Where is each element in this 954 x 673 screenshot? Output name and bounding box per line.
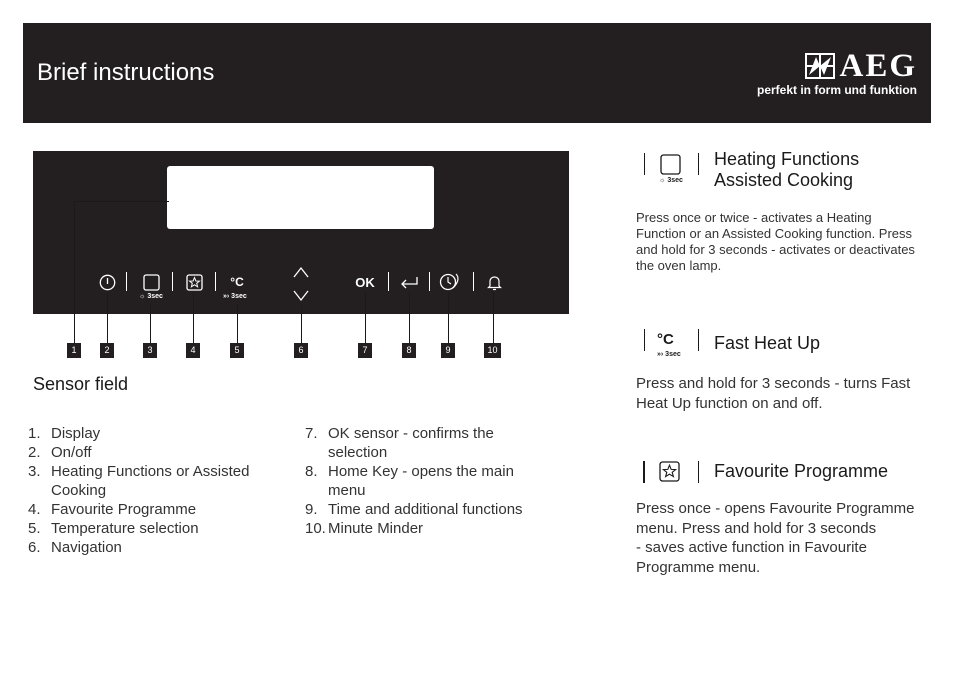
list-item: 8. Home Key - opens the main menu (305, 463, 514, 499)
callout-number: 5 (230, 343, 244, 358)
callout-number: 9 (441, 343, 455, 358)
clock-icon (439, 272, 461, 292)
sensor-list-right (305, 424, 555, 538)
page-title: Brief instructions (37, 59, 215, 86)
heating-functions-sensor[interactable] (142, 273, 160, 291)
section-text: Press once or twice - activates a Heating Function or an Assisted Cooking function. Press and hold for 3 seconds - activates or deactivates the oven lamp. (636, 210, 915, 273)
list-item: 3. Heating Functions or Assisted Cooking (28, 463, 250, 499)
separator (473, 272, 474, 291)
callout-8 (409, 292, 410, 343)
favourite-sensor[interactable] (185, 273, 203, 291)
power-icon (99, 274, 116, 291)
time-functions-sensor[interactable] (439, 272, 461, 292)
section-sublabel: ☼ 3sec (659, 177, 683, 184)
section-title: Favourite Programme (714, 461, 889, 481)
brand-name: AEG (839, 48, 917, 84)
temperature-sensor[interactable]: °C (230, 275, 244, 289)
callout-number: 10 (484, 343, 501, 358)
panel-display (167, 166, 434, 229)
callout-number: 6 (294, 343, 308, 358)
brand-tagline: perfekt in form und funktion (757, 83, 917, 97)
sensor-list-left (28, 424, 278, 557)
list-item: 1. Display (28, 425, 101, 442)
callout-9 (448, 292, 449, 343)
section-title: Heating Functions Assisted Cooking (714, 149, 860, 190)
square-icon (660, 154, 681, 175)
separator (429, 272, 430, 291)
callout-number: 8 (402, 343, 416, 358)
return-icon (400, 274, 419, 291)
navigation-sensor[interactable] (292, 263, 310, 305)
callout-number: 7 (358, 343, 372, 358)
up-down-arrows-icon (292, 263, 310, 305)
list-item: 7. OK sensor - confirms the selection (305, 425, 494, 461)
callout-number: 1 (67, 343, 81, 358)
callout-number: 4 (186, 343, 200, 358)
callout-2 (107, 292, 108, 343)
callout-3 (150, 304, 151, 343)
section-title: Fast Heat Up (714, 333, 821, 353)
callout-10 (493, 292, 494, 343)
bell-icon (486, 274, 503, 291)
control-panel (33, 151, 569, 314)
section-sublabel: »› 3sec (657, 351, 681, 358)
list-item: 5. Temperature selection (28, 520, 199, 537)
aeg-mark-icon (805, 53, 835, 79)
on-off-sensor[interactable] (98, 273, 116, 291)
star-box-icon (659, 461, 680, 482)
list-item: 4. Favourite Programme (28, 501, 197, 518)
header-banner (23, 23, 931, 123)
list-item: 9. Time and additional functions (305, 501, 523, 518)
separator (215, 272, 216, 291)
sensor-sublabel: »› 3sec (223, 293, 247, 300)
list-item: 10. Minute Minder (305, 520, 424, 537)
brand-logo (727, 48, 917, 97)
callout-5 (237, 304, 238, 343)
sensor-sublabel: ☼ 3sec (139, 293, 163, 300)
section-text: Press and hold for 3 seconds - turns Fast Heat Up function on and off. (636, 375, 911, 412)
home-sensor[interactable] (399, 273, 419, 291)
separator (388, 272, 389, 291)
callout-7 (365, 292, 366, 343)
list-item: 6. Navigation (28, 539, 122, 556)
minute-minder-sensor[interactable] (485, 273, 503, 291)
star-box-icon (186, 274, 203, 291)
callout-4 (193, 292, 194, 343)
temperature-icon: °C (657, 331, 674, 348)
callout-number: 2 (100, 343, 114, 358)
callout-6 (301, 306, 302, 343)
square-icon (143, 274, 160, 291)
separator (172, 272, 173, 291)
ok-sensor[interactable]: OK (355, 274, 375, 290)
sensor-field-title: Sensor field (33, 374, 129, 394)
section-text: Press once - opens Favourite Programme menu. Press and hold for 3 seconds - saves active function in Favourite Programme menu. (636, 500, 915, 576)
separator (126, 272, 127, 291)
callout-number: 3 (143, 343, 157, 358)
list-item: 2. On/off (28, 444, 92, 461)
